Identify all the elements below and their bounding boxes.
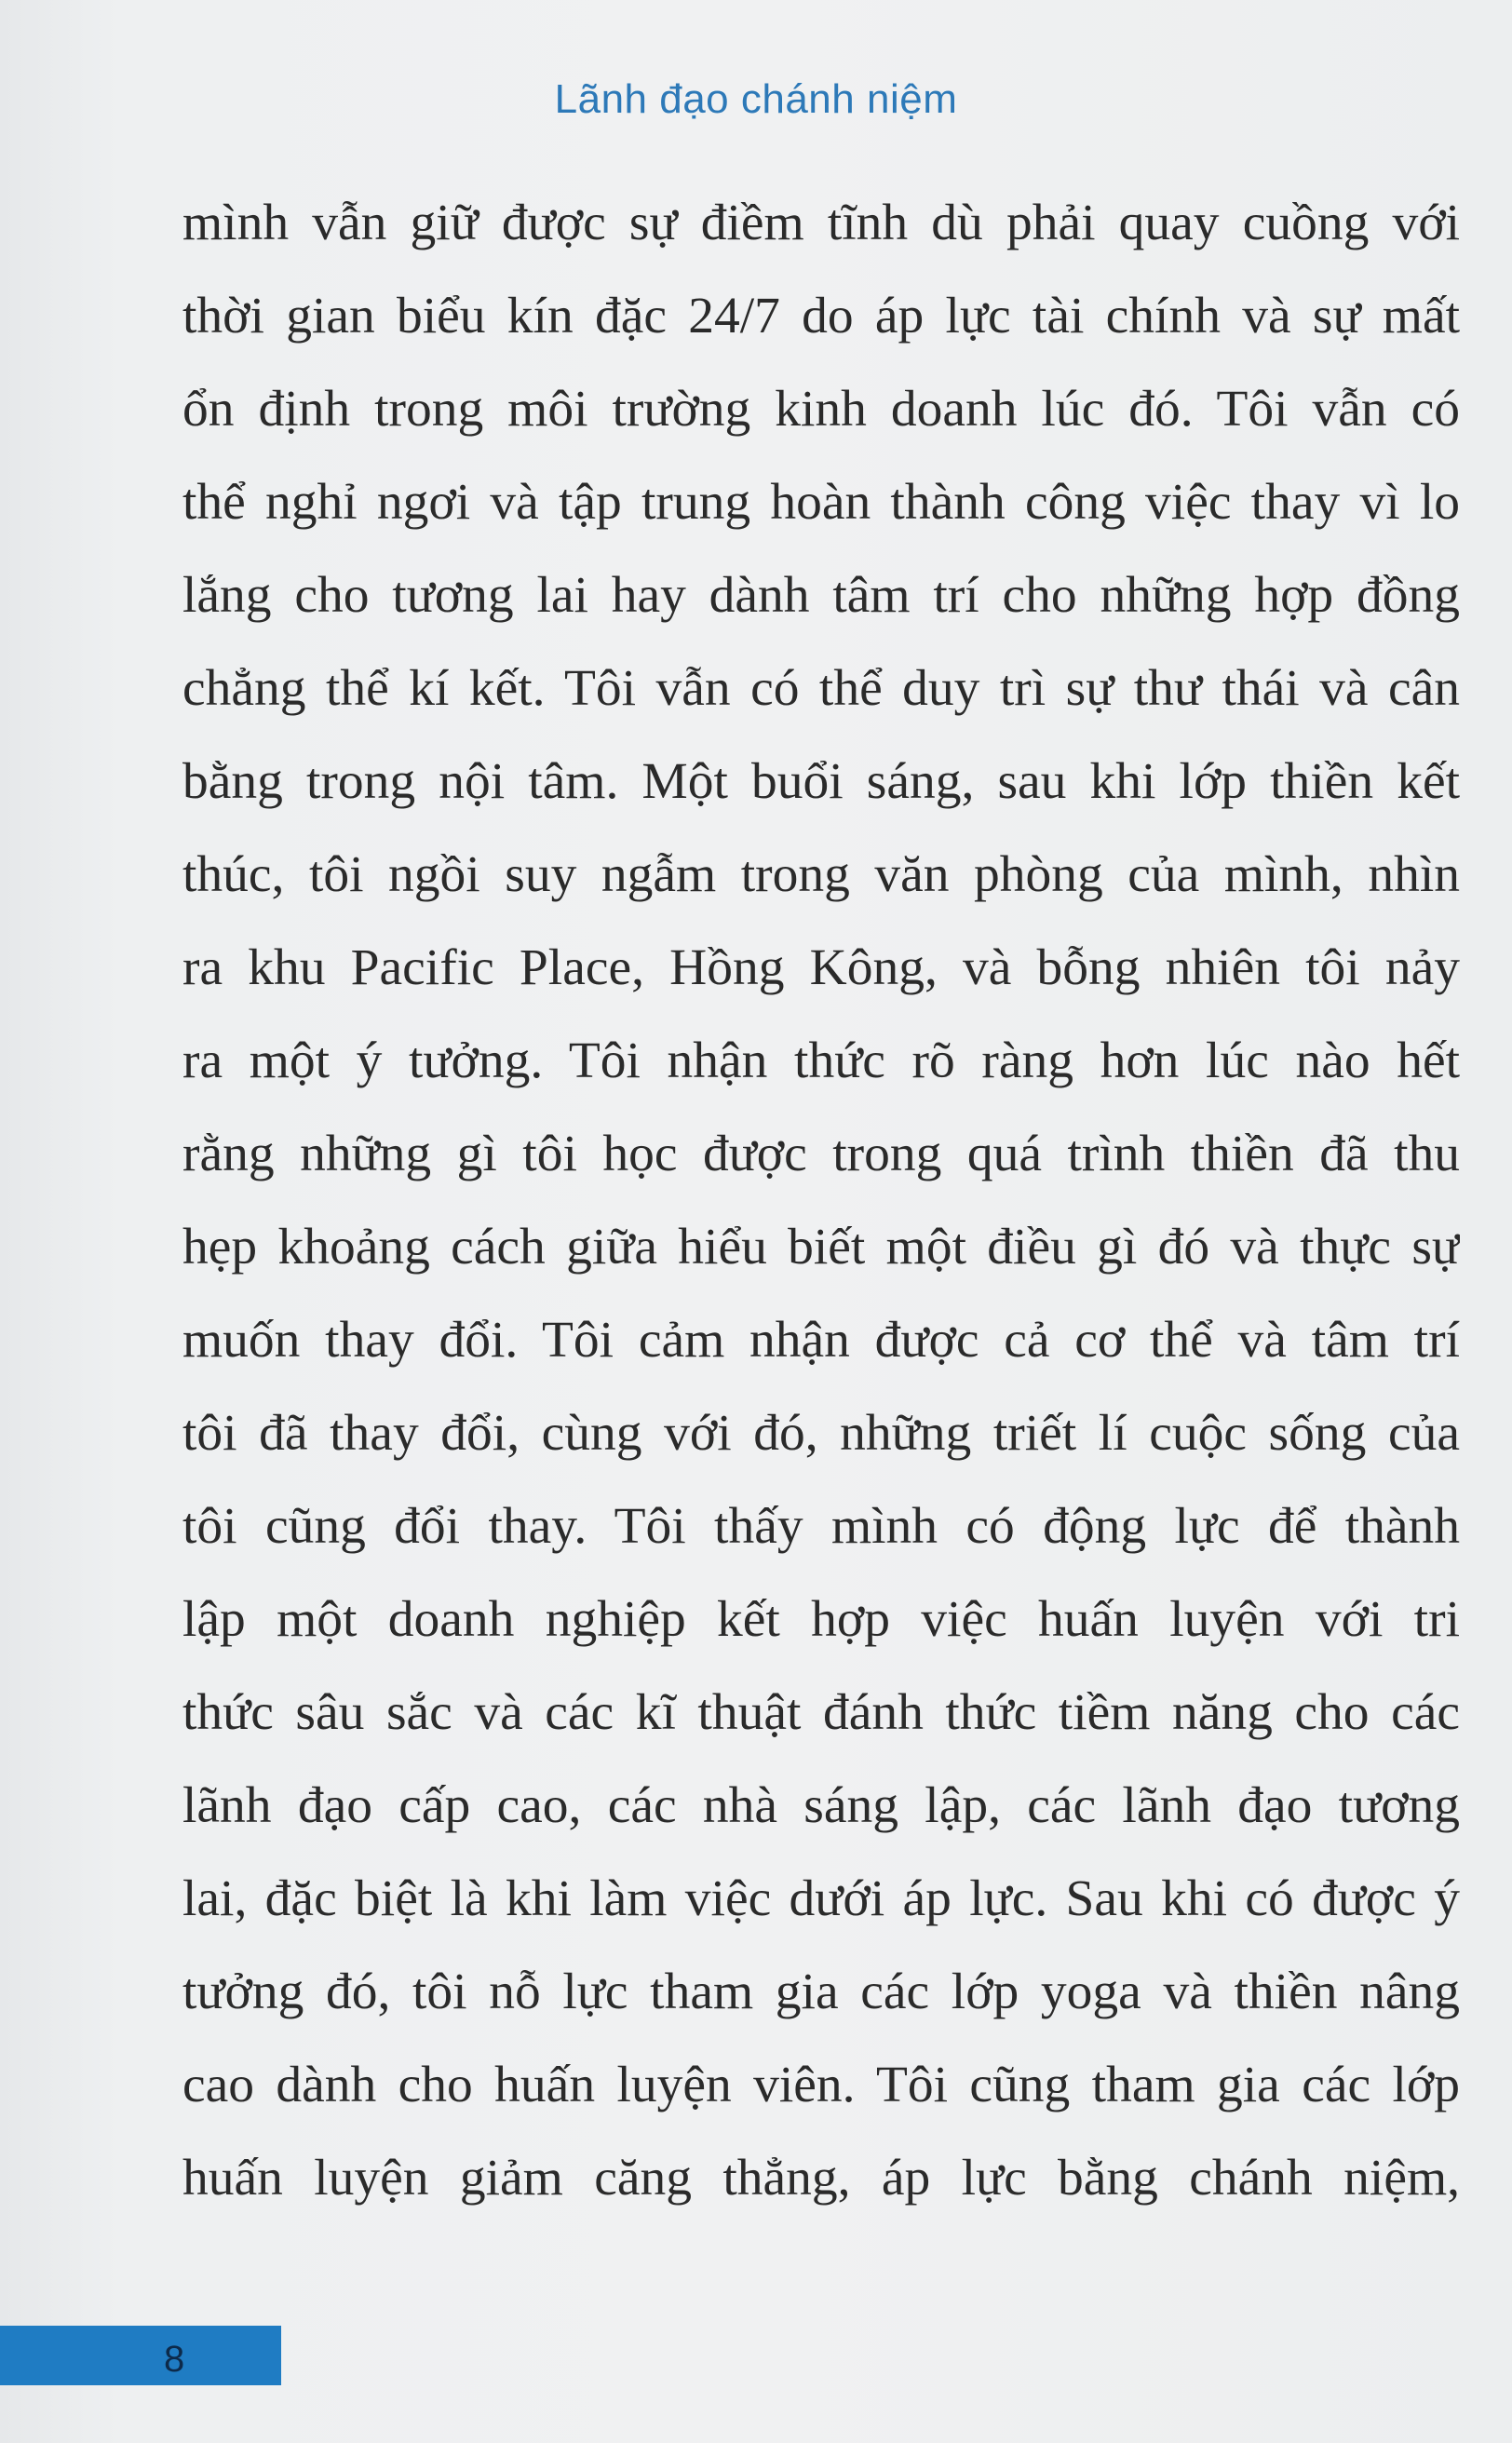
text-line: ra khu Pacific Place, Hồng Kông, và bỗng nhiên tôi nảy [182, 939, 1460, 996]
text-line: tưởng đó, tôi nỗ lực tham gia các lớp yoga và thiền nâng [182, 1964, 1460, 2020]
text-line: thức sâu sắc và các kĩ thuật đánh thức tiềm năng cho các [182, 1684, 1460, 1741]
text-line: cao dành cho huấn luyện viên. Tôi cũng tham gia các lớp [182, 2057, 1460, 2113]
running-header: Lãnh đạo chánh niệm [554, 76, 958, 122]
text-line: bằng trong nội tâm. Một buổi sáng, sau khi lớp thiền kết [182, 753, 1460, 810]
text-line: ổn định trong môi trường kinh doanh lúc đó. Tôi vẫn có [182, 381, 1460, 438]
text-line: thể nghỉ ngơi và tập trung hoàn thành công việc thay vì lo [182, 474, 1460, 531]
body-text [182, 177, 1460, 2225]
text-line: tôi cũng đổi thay. Tôi thấy mình có động lực để thành [182, 1498, 1460, 1555]
page-number-bar [0, 2326, 281, 2385]
text-line: rằng những gì tôi học được trong quá trình thiền đã thu [182, 1126, 1460, 1182]
text-line: lai, đặc biệt là khi làm việc dưới áp lực. Sau khi có được ý [182, 1870, 1460, 1927]
text-line: muốn thay đổi. Tôi cảm nhận được cả cơ thể và tâm trí [182, 1312, 1460, 1369]
text-line: lắng cho tương lai hay dành tâm trí cho những hợp đồng [182, 567, 1460, 624]
text-line: lập một doanh nghiệp kết hợp việc huấn luyện với tri [182, 1591, 1460, 1648]
text-line: thúc, tôi ngồi suy ngẫm trong văn phòng của mình, nhìn [182, 846, 1460, 903]
page-number: 8 [164, 2339, 185, 2380]
text-line: lãnh đạo cấp cao, các nhà sáng lập, các lãnh đạo tương [182, 1777, 1460, 1834]
text-line: chẳng thể kí kết. Tôi vẫn có thể duy trì sự thư thái và cân [182, 660, 1460, 717]
text-line: huấn luyện giảm căng thẳng, áp lực bằng chánh niệm, [182, 2150, 1460, 2207]
text-line: ra một ý tưởng. Tôi nhận thức rõ ràng hơn lúc nào hết [182, 1033, 1460, 1089]
text-line: hẹp khoảng cách giữa hiểu biết một điều gì đó và thực sự [182, 1219, 1460, 1275]
text-line: mình vẫn giữ được sự điềm tĩnh dù phải quay cuồng với [182, 195, 1460, 251]
text-line: thời gian biểu kín đặc 24/7 do áp lực tài chính và sự mất [182, 288, 1460, 344]
text-line: tôi đã thay đổi, cùng với đó, những triết lí cuộc sống của [182, 1405, 1460, 1462]
